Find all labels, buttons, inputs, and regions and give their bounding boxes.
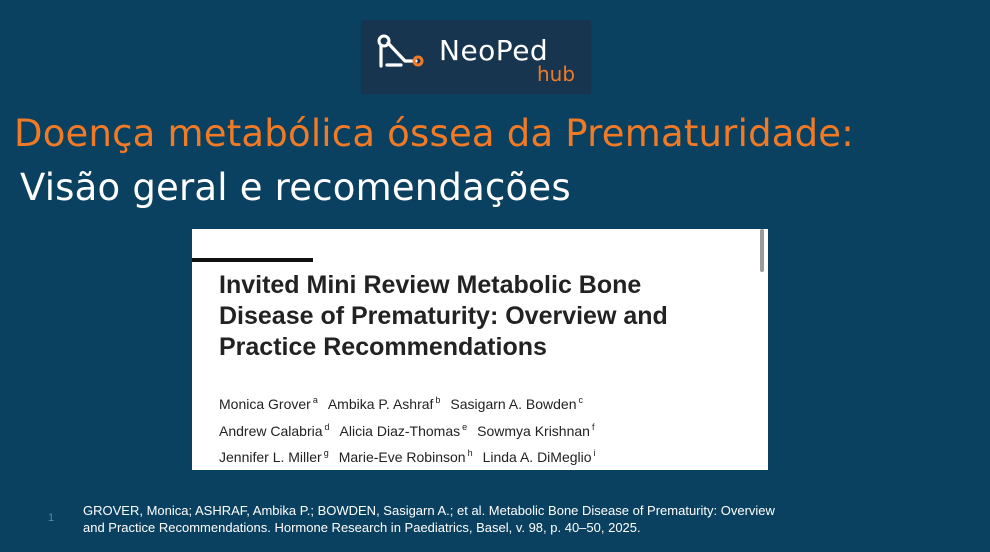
author-name-text: Ambika P. Ashraf: [327, 396, 434, 412]
author-affiliation-mark: e: [462, 421, 468, 432]
logo-wordmark: NeoPed: [439, 34, 549, 67]
paper-screenshot: [192, 229, 768, 470]
author-name: [219, 449, 329, 465]
author-affiliation-mark: f: [591, 421, 595, 432]
paper-authors: [219, 389, 606, 469]
author-name-text: Jennifer L. Miller: [219, 449, 322, 465]
slide-title: Doença metabólica óssea da Prematuridade:: [14, 112, 854, 155]
author-line: [219, 389, 606, 416]
author-name: [219, 396, 318, 412]
author-name: [477, 423, 594, 439]
author-name: [219, 423, 330, 439]
author-line: [219, 442, 606, 469]
author-affiliation-mark: a: [312, 395, 318, 405]
author-name-text: Alicia Diaz-Thomas: [339, 422, 461, 439]
paper-title-line: Practice Recommendations: [219, 333, 547, 361]
paper-title-line: Disease of Prematurity: Overview and: [219, 302, 668, 330]
neoped-logo: [361, 20, 591, 94]
author-line: [219, 416, 606, 443]
author-name-text: Monica Grover: [219, 396, 311, 412]
author-affiliation-mark: c: [578, 395, 584, 405]
author-affiliation-mark: g: [323, 448, 329, 458]
author-name: [483, 449, 596, 465]
slide-number: 1: [48, 512, 55, 524]
reference-line: and Practice Recommendations. Hormone Research in Paediatrics, Basel, v. 98, p. 40–50, 2025.: [83, 520, 641, 535]
author-affiliation-mark: h: [467, 448, 473, 458]
reference-citation: [83, 502, 903, 536]
author-affiliation-mark: b: [435, 395, 441, 405]
author-name: [339, 449, 473, 465]
author-name: [328, 396, 441, 412]
neoped-logo-icon: [375, 32, 425, 76]
author-name: [340, 423, 468, 439]
reference-line: GROVER, Monica; ASHRAF, Ambika P.; BOWDEN, Sasigarn A.; et al. Metabolic Bone Disease of Prematurity: Overview: [83, 503, 775, 518]
author-affiliation-mark: i: [593, 448, 596, 458]
author-name-text: Andrew Calabria: [219, 422, 323, 439]
paper-scrollbar: [760, 229, 764, 272]
author-name-text: Sowmya Krishnan: [477, 422, 590, 439]
paper-title-line: Invited Mini Review Metabolic Bone: [219, 271, 642, 299]
author-name: [450, 396, 583, 412]
logo-hub: hub: [537, 62, 576, 86]
paper-heading-rule: [192, 258, 313, 262]
author-name-text: Sasigarn A. Bowden: [450, 396, 577, 412]
slide-subtitle: Visão geral e recomendações: [20, 166, 571, 209]
author-name-text: Linda A. DiMeglio: [482, 449, 592, 465]
author-affiliation-mark: d: [324, 421, 330, 432]
paper-title: [219, 270, 739, 363]
author-name-text: Marie-Eve Robinson: [338, 449, 466, 465]
